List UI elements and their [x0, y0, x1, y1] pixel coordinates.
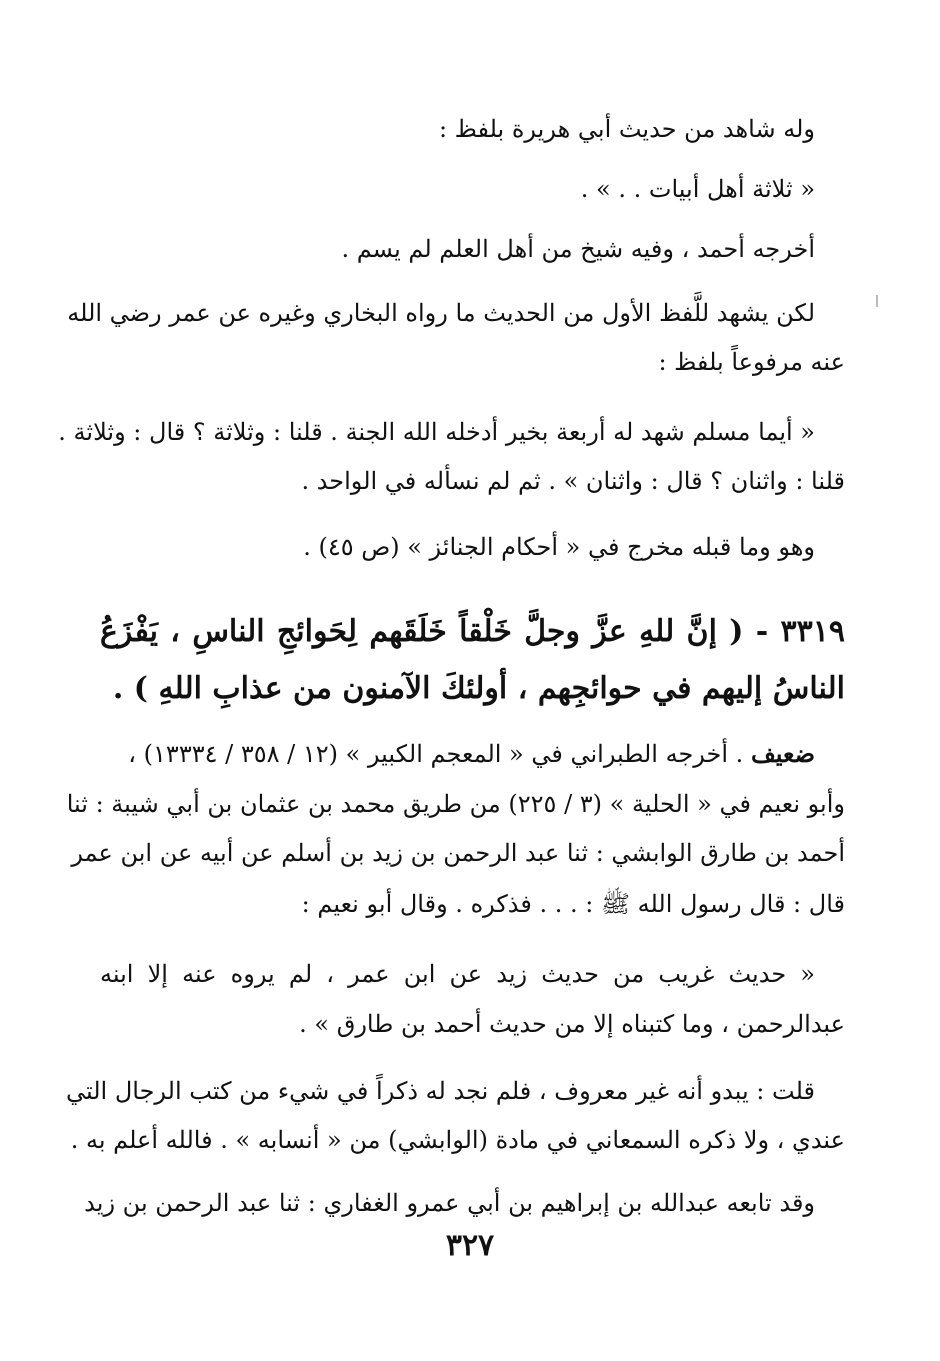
text-line: قلت : يبدو أنه غير معروف ، فلم نجد له ذكراً في شيء من كتب الرجال التي — [65, 1077, 815, 1105]
page-number: ٣٢٧ — [445, 1228, 495, 1263]
text-line: « أيما مسلم شهد له أربعة بخير أدخله الله الجنة . قلنا : وثلاثة ؟ قال : وثلاثة . — [58, 418, 815, 446]
text-line: أخرجه أحمد ، وفيه شيخ من أهل العلم لم يسم . — [341, 235, 815, 263]
text-line: وله شاهد من حديث أبي هريرة بلفظ : — [438, 115, 815, 143]
text-line: « حديث غريب من حديث زيد عن ابن عمر ، لم يروه عنه إلا ابنه — [100, 960, 815, 988]
text-line: وقد تابعه عبدالله بن إبراهيم بن أبي عمرو الغفاري : ثنا عبد الرحمن بن زيد — [84, 1189, 815, 1217]
text-line: لكن يشهد للَّفظ الأول من الحديث ما رواه البخاري وغيره عن عمر رضي الله — [67, 299, 815, 327]
text-line: أحمد بن طارق الوابشي : ثنا عبد الرحمن بن زيد بن أسلم عن أبيه عن ابن عمر — [71, 839, 845, 867]
text-line: « ثلاثة أهل أبيات . . » . — [580, 175, 815, 203]
hadith-heading-line: الناسُ إليهم في حوائجِهم ، أولئكَ الآمنون من عذابِ اللهِ ) . — [112, 671, 845, 706]
hadith-heading-line: ٣٣١٩ - ( إنَّ للهِ عزَّ وجلَّ خَلْقاً خَلَقَهم لِحَوائجِ الناسِ ، يَفْزَعُ — [100, 614, 845, 649]
text-line: وهو وما قبله مخرج في « أحكام الجنائز » (ص ٤٥) . — [303, 533, 815, 561]
text-line: وأبو نعيم في « الحلية » (٣ / ٢٢٥) من طريق محمد بن عثمان بن أبي شيبة : ثنا — [66, 790, 845, 818]
text-line: عنه مرفوعاً بلفظ : — [658, 348, 845, 376]
scan-mark — [876, 295, 878, 307]
grading-text: . أخرجه الطبراني في « المعجم الكبير » (١٢ / ٣٥٨ / ١٣٣٣٤) ، — [128, 740, 744, 768]
text-line: عندي ، ولا ذكره السمعاني في مادة (الوابشي) من « أنسابه » . فالله أعلم به . — [70, 1126, 845, 1154]
grading-label: ضعيف — [750, 739, 815, 768]
grading-line — [128, 737, 815, 771]
text-line: قال : قال رسول الله ﷺ : . . . فذكره . وقال أبو نعيم : — [301, 890, 845, 918]
text-line: عبدالرحمن ، وما كتبناه إلا من حديث أحمد بن طارق » . — [299, 1010, 845, 1038]
text-line: قلنا : واثنان ؟ قال : واثنان » . ثم لم نسأله في الواحد . — [301, 467, 845, 495]
